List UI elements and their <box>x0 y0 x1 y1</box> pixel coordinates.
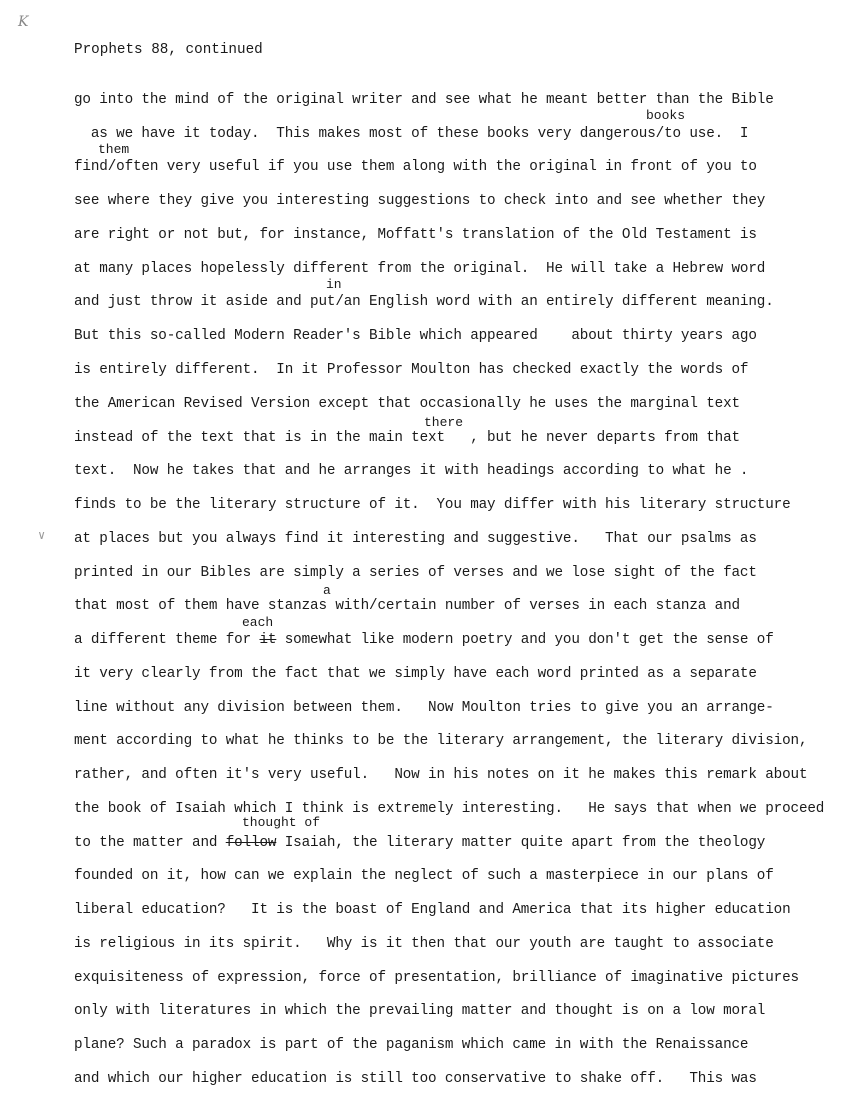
corner-mark: K <box>18 14 29 30</box>
text-line: the American Revised Version except that occasionally he uses the marginal text <box>74 396 740 412</box>
text-line: plane? Such a paradox is part of the paganism which came in with the Renaissance <box>74 1037 749 1053</box>
text-line: exquisiteness of expression, force of presentation, brilliance of imaginative pictures <box>74 970 799 986</box>
text-line: only with literatures in which the prevailing matter and thought is on a low moral <box>74 1003 766 1019</box>
text-line: see where they give you interesting suggestions to check into and see whether they <box>74 193 766 209</box>
text-line: But this so-called Modern Reader's Bible which appeared about thirty years ago <box>74 328 757 344</box>
margin-tick-mark: ∨ <box>38 529 46 543</box>
text-line: text. Now he takes that and he arranges it with headings according to what he . <box>74 463 749 479</box>
text-line: ment according to what he thinks to be the literary arrangement, the literary division, <box>74 733 808 749</box>
insertion-a: a <box>323 583 331 598</box>
text-line: at places but you always find it interesting and suggestive. That our psalms as <box>74 531 757 547</box>
insertion-them: them <box>98 142 130 157</box>
text-line: at many places hopelessly different from the original. He will take a Hebrew word <box>74 261 766 277</box>
insertion-thought-of: thought of <box>242 815 321 830</box>
text-line: it very clearly from the fact that we simply have each word printed as a separate <box>74 666 757 682</box>
text-line <box>74 632 774 648</box>
text-segment: somewhat like modern poetry and you don't get the sense of <box>276 632 774 648</box>
text-line: and just throw it aside and put/an English word with an entirely different meaning. <box>74 294 774 310</box>
insertion-books: books <box>646 108 686 123</box>
text-line: and which our higher education is still too conservative to shake off. This was <box>74 1071 757 1087</box>
insertion-in: in <box>326 277 342 292</box>
text-line: as we have it today. This makes most of these books very dangerous/to use. I <box>74 126 749 142</box>
insertion-there: there <box>424 415 464 430</box>
text-line: go into the mind of the original writer and see what he meant better than the Bible <box>74 92 774 108</box>
page-header: Prophets 88, continued <box>74 42 263 58</box>
text-line: that most of them have stanzas with/certain number of verses in each stanza and <box>74 598 740 614</box>
text-line <box>74 835 765 851</box>
text-segment: Isaiah, the literary matter quite apart from the theology <box>276 835 766 851</box>
text-line: founded on it, how can we explain the neglect of such a masterpiece in our plans of <box>74 868 774 884</box>
text-line: line without any division between them. Now Moulton tries to give you an arrange- <box>74 700 774 716</box>
text-segment: to the matter and <box>74 835 226 851</box>
text-line: is religious in its spirit. Why is it then that our youth are taught to associate <box>74 936 774 952</box>
text-line: find/often very useful if you use them along with the original in front of you to <box>74 159 757 175</box>
text-line: is entirely different. In it Professor Moulton has checked exactly the words of <box>74 362 749 378</box>
insertion-each: each <box>242 615 274 630</box>
text-line: are right or not but, for instance, Moffatt's translation of the Old Testament is <box>74 227 757 243</box>
text-line: printed in our Bibles are simply a series of verses and we lose sight of the fact <box>74 565 757 581</box>
text-line: rather, and often it's very useful. Now in his notes on it he makes this remark about <box>74 767 808 783</box>
struck-word: it <box>259 632 277 648</box>
struck-word: follow <box>225 835 277 851</box>
text-line: finds to be the literary structure of it. You may differ with his literary structure <box>74 497 791 513</box>
text-line: liberal education? It is the boast of England and America that its higher education <box>74 902 791 918</box>
text-line: instead of the text that is in the main text , but he never departs from that <box>74 430 740 446</box>
text-segment: a different theme for <box>74 632 260 648</box>
text-line: the book of Isaiah which I think is extremely interesting. He says that when we proceed <box>74 801 825 817</box>
